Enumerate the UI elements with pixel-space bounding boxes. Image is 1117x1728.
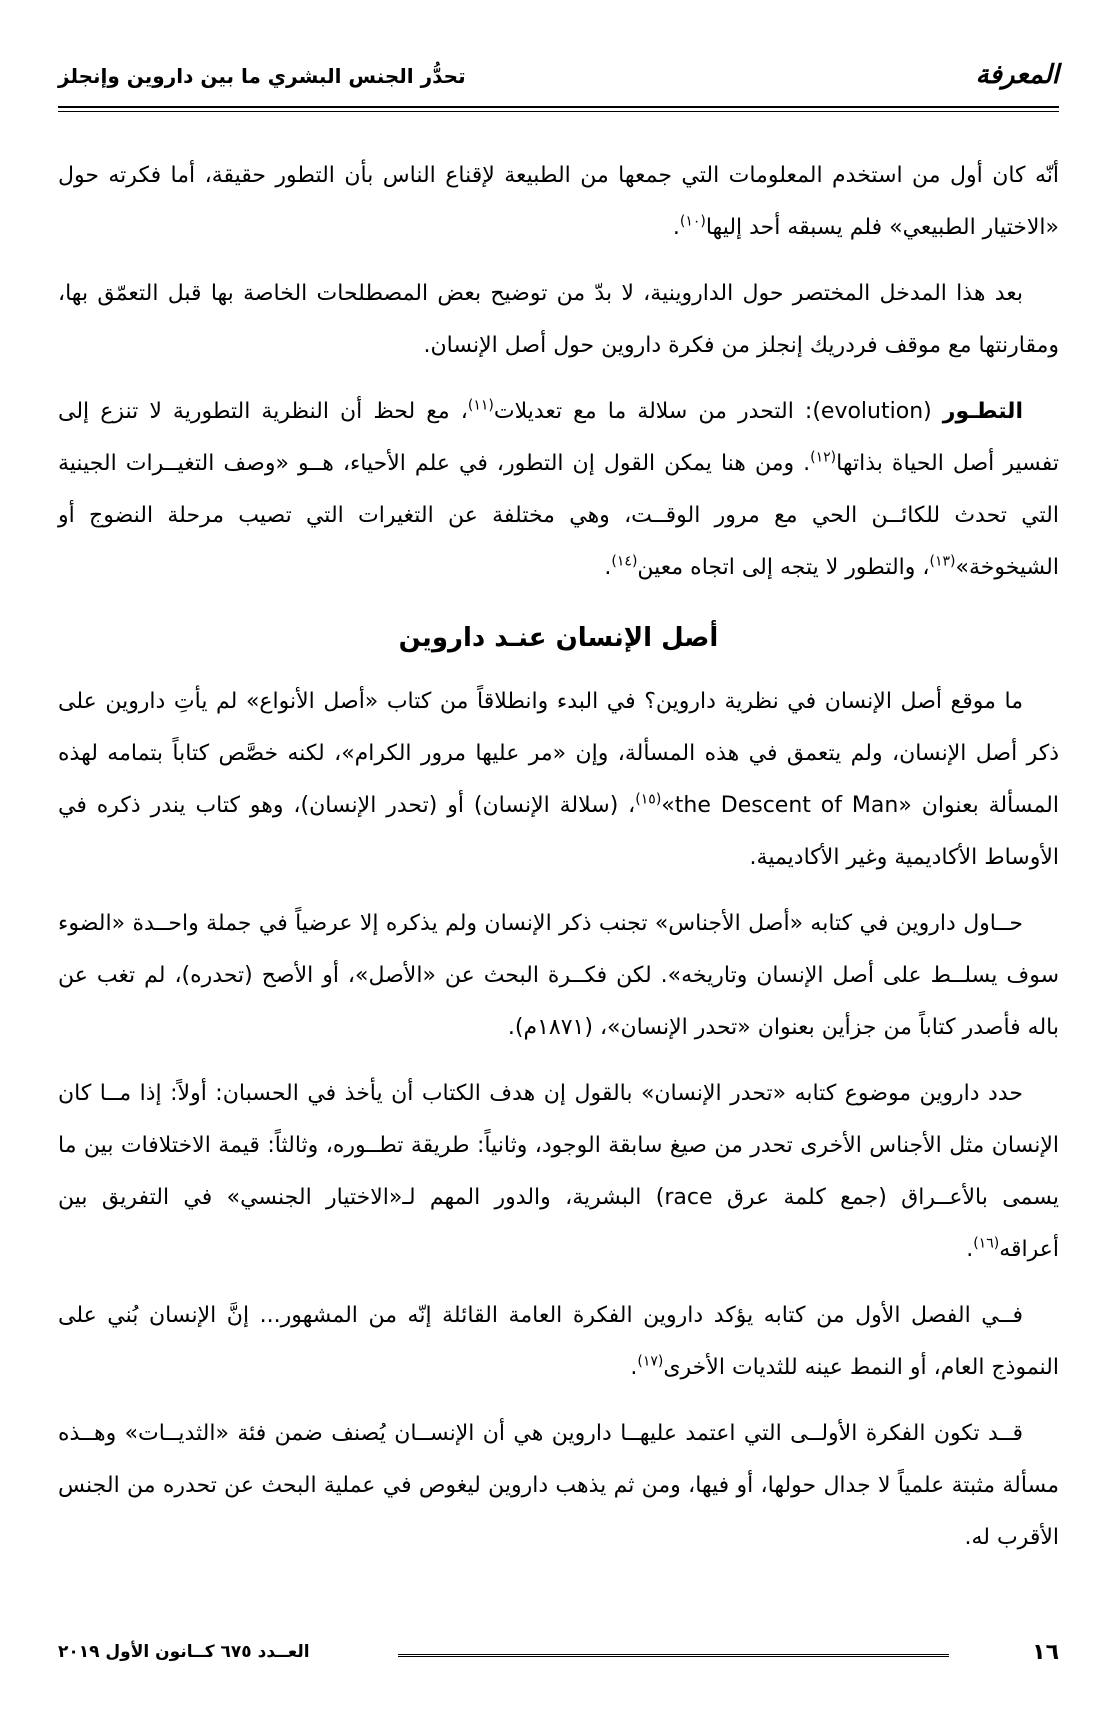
running-title: تحدُّر الجنس البشري ما بين داروين وإنجلز [58,64,466,88]
page-number: ١٦ [1032,1640,1059,1665]
paragraph-7: فــي الفصل الأول من كتابه يؤكد داروين الفكرة العامة القائلة إنّه من المشهور... إنَّ الإنسان بُني على النموذج العام، أو النمط عينه للثديات الأخرى$^{(١٧)}$. [58,1303,1059,1380]
paragraph-8: قــد تكون الفكرة الأولــى التي اعتمد عليهــا داروين هي أن الإنســان يُصنف ضمن فئة «الثديــات» وهــذه مسألة مثبتة علمياً لا جدال حولها، أو فيها، ومن ثم يذهب داروين ليغوص في عملية البحث عن تحدره من الجنس الأقرب له. [58,1421,1059,1550]
footnote-ref: (١٣) [929,553,956,570]
footnote-ref: (١٧) [637,1353,664,1370]
paragraph-6: حدد داروين موضوع كتابه «تحدر الإنسان» بالقول إن هدف الكتاب أن يأخذ في الحسبان: أولاً: إذا مــا كان الإنسان مثل الأجناس الأخرى تحدر من صيغ سابقة الوجود، وثانياً: طريقة تطــوره، وثالثاً: قيمة الاختلافات بين ما يسمى بالأعــراق (جمع كلمة عرق race) البشرية، والدور المهم لـ«الاختيار الجنسي» في التفريق بين أعراقه$^{(١٦)}$. [58,1081,1060,1262]
section-heading: أصل الإنسان عنـد داروين [398,623,719,653]
footnote-ref: (١٥) [635,791,662,808]
footnote-ref: (١٠) [679,213,706,230]
paragraph-3: التطـور (evolution): التحدر من سلالة ما مع تعديلات$^{(١١)}$، مع لحظ أن النظرية التطورية لا تنزع إلى تفسير أصل الحياة بذاتها$^{(١٢)}$. ومن هنا يمكن القول إن التطور، في علم الأحياء، هــو «وصف التغيــرات الجينية التي تحدث للكائــن الحي مع مرور الوقــت، وهي مختلفة عن التغيرات التي تصيب مرحلة النضوج أو الشيخوخة»$^{(١٣)}$، والتطور لا يتجه إلى اتجاه معين$^{(١٤)}$. [58,397,1059,580]
paragraph-5: حــاول داروين في كتابه «أصل الأجناس» تجنب ذكر الإنسان ولم يذكره إلا عرضياً في جملة واحــدة «الضوء سوف يسلــط على أصل الإنسان وتاريخه». لكن فكــرة البحث عن «الأصل»، أو الأصح (تحدره)، لم تغب عن باله فأصدر كتاباً من جزأين بعنوان «تحدر الإنسان»، (١٨٧١م). [58,911,1059,1040]
footnote-ref: (١٢) [810,449,837,466]
footnote-ref: (١٦) [973,1235,1000,1252]
term-evolution: التطـور [942,399,1023,424]
page-header [58,58,1059,98]
page-footer [58,1640,1059,1670]
footer-rule [398,1654,949,1657]
article-body [58,150,1059,1578]
journal-logo: المعرفة [975,60,1059,90]
header-rule [58,106,1059,108]
issue-info: العــدد ٦٧٥ كــانون الأول ٢٠١٩ [58,1642,310,1662]
paragraph-2: بعد هذا المدخل المختصر حول الداروينية، لا بدّ من توضيح بعض المصطلحات الخاصة بها قبل التعمّق بها، ومقارنتها مع موقف فردريك إنجلز من فكرة داروين حول أصل الإنسان. [58,281,1059,358]
paragraph-4: ما موقع أصل الإنسان في نظرية داروين؟ في البدء وانطلاقاً من كتاب «أصل الأنواع» لم يأتِ داروين على ذكر أصل الإنسان، ولم يتعمق في هذه المسألة، وإن «مر عليها مرور الكرام»، لكنه خصَّص كتاباً بتمامه لهذه المسألة بعنوان «the Descent of Man»$^{(١٥)}$، (سلالة الإنسان) أو (تحدر الإنسان)، وهو كتاب يندر ذكره في الأوساط الأكاديمية وغير الأكاديمية. [58,689,1059,870]
paragraph-1: أنّه كان أول من استخدم المعلومات التي جمعها من الطبيعة لإقناع الناس بأن التطور حقيقة، أما فكرته حول «الاختيار الطبيعي» فلم يسبقه أحد إليها$^{(١٠)}$. [58,163,1059,240]
footnote-ref: (١٤) [611,553,638,570]
header-rule-thin [58,111,1059,112]
footnote-ref: (١١) [467,397,494,414]
